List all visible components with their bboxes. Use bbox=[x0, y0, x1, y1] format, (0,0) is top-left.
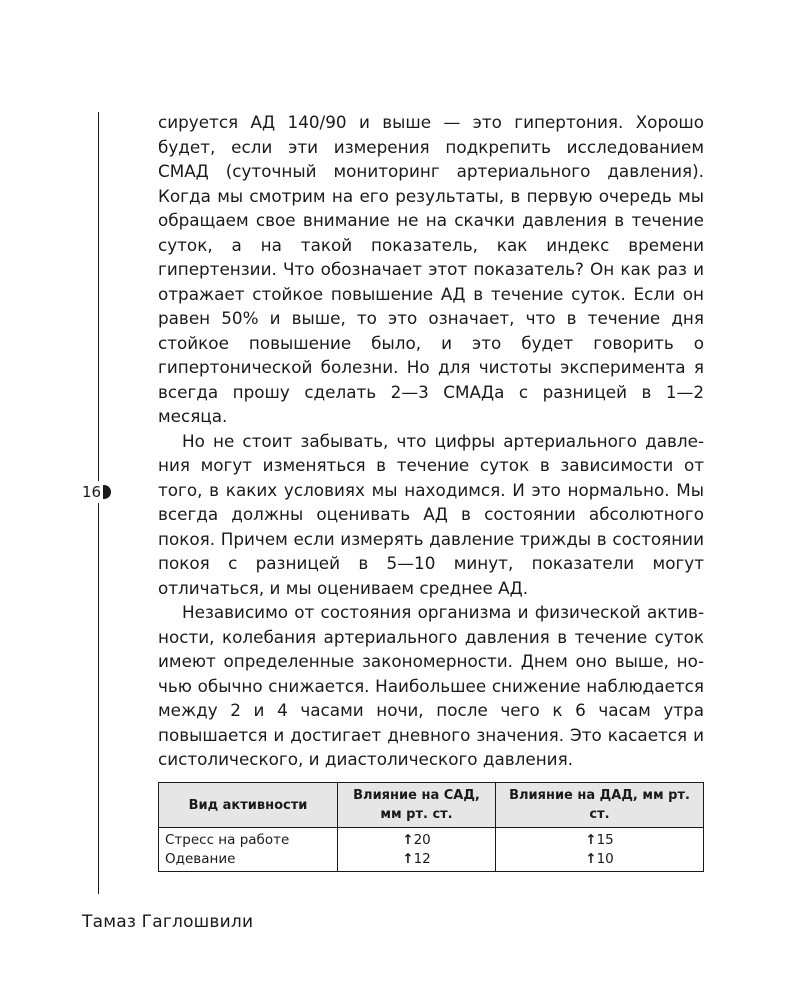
cell-sad bbox=[338, 850, 496, 872]
cell-dad-value: 10 bbox=[596, 851, 614, 867]
page-number-text: 16 bbox=[82, 483, 102, 501]
paragraph-2: Но не стоит забывать, что цифры артериального давления могут изменяться в течение суток в зависимости от того, в каких условиях мы находимся. И это нормально. Мы всегда должны оценивать АД в состоянии абсолютного покоя. Причем если измерять давление трижды в состоянии покоя с разницей в 5—10 минут, показатели могут отличаться, и мы оцениваем среднее АД. bbox=[158, 430, 704, 598]
header-dad: Влияние на ДАД, мм рт. ст. bbox=[496, 783, 704, 828]
cell-dad bbox=[496, 828, 704, 851]
page-number bbox=[82, 481, 111, 503]
cell-dad-value: 15 bbox=[596, 832, 614, 848]
cell-activity: Одевание bbox=[159, 850, 338, 872]
paragraph-1: сируется АД 140/90 и выше — это гипертония. Хорошо будет, если эти измерения подкрепить исследованием СМАД (суточный мониторинг артериального давления). Когда мы смотрим на его результаты, в первую очередь мы обращаем свое внимание не на скачки давления в течение суток, а на такой показатель, как индекс времени гипертензии. Что обозначает этот показатель? Он как раз и отражает стойкое повышение АД в течение суток. Если он равен 50% и выше, то это означает, что в течение дня стойкое повышение было, и это будет говорить о гипертонической болезни. Но для чистоты эксперимента я всегда прошу сделать 2—3 СМАДа с разницей в 1—2 месяца. bbox=[158, 112, 704, 426]
header-activity: Вид активности bbox=[159, 783, 338, 828]
up-arrow-icon: ↑ bbox=[402, 851, 414, 867]
table-row bbox=[159, 828, 704, 851]
table-row bbox=[159, 850, 704, 872]
cell-sad-value: 20 bbox=[413, 832, 431, 848]
body-text bbox=[158, 110, 704, 772]
margin-rule bbox=[98, 112, 99, 894]
page-marker-icon bbox=[103, 485, 111, 499]
cell-sad bbox=[338, 828, 496, 851]
cell-activity: Стресс на работе bbox=[159, 828, 338, 851]
cell-dad bbox=[496, 850, 704, 872]
up-arrow-icon: ↑ bbox=[585, 832, 597, 848]
cell-sad-value: 12 bbox=[413, 851, 431, 867]
header-sad: Влияние на САД, мм рт. ст. bbox=[338, 783, 496, 828]
activity-pressure-table bbox=[158, 782, 704, 872]
up-arrow-icon: ↑ bbox=[585, 851, 597, 867]
table-header-row bbox=[159, 783, 704, 828]
author-name: Тамаз Гаглошвили bbox=[82, 912, 254, 932]
up-arrow-icon: ↑ bbox=[402, 832, 414, 848]
paragraph-3: Независимо от состояния организма и физической активности, колебания артериального давления в течение суток имеют определенные закономерности. Днем оно выше, ночью обычно снижается. Наибольшее снижение наблюдается между 2 и 4 часами ночи, после чего к 6 часам утра повышается и достигает дневного значения. Это касается и систолического, и диастолического давления. bbox=[158, 602, 704, 769]
